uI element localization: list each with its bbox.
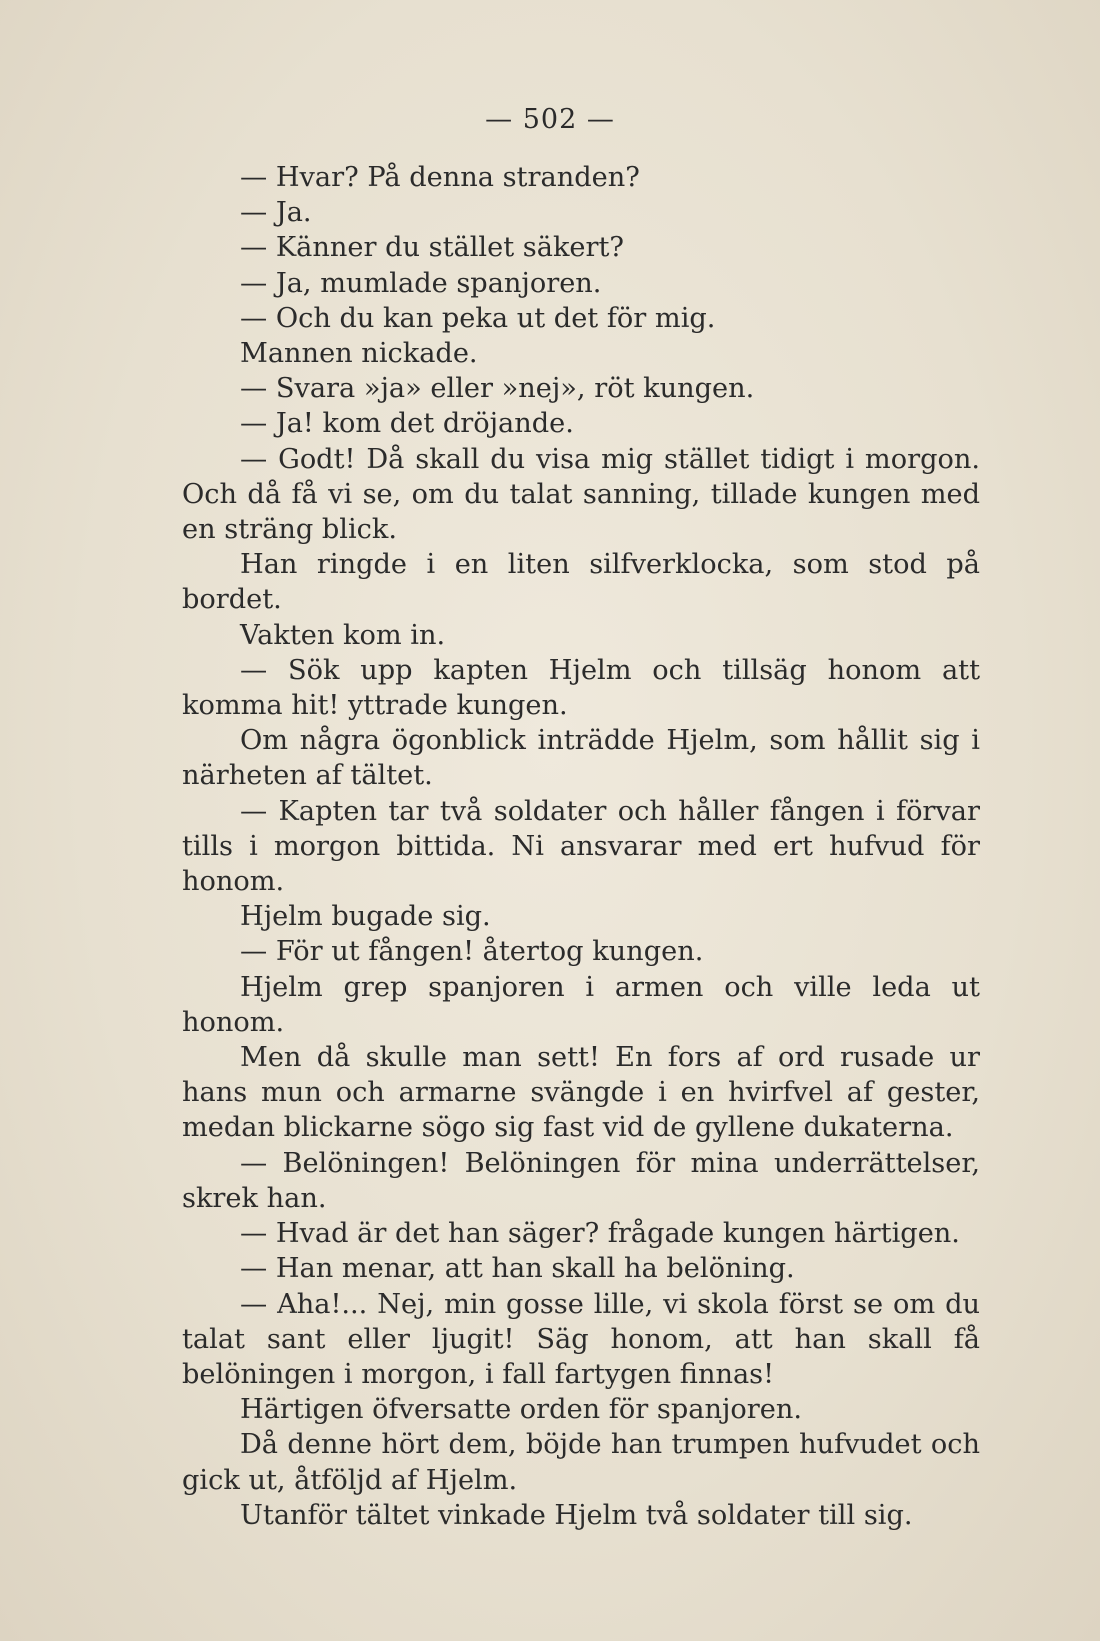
- paragraph: Vakten kom in.: [240, 619, 446, 651]
- paragraph: Hjelm grep spanjoren i armen och ville leda ut honom.: [182, 971, 980, 1038]
- body-text: [182, 160, 980, 1533]
- paragraph: Han ringde i en liten silfverklocka, som stod på bordet.: [182, 549, 980, 616]
- paragraph: — Ja! kom det dröjande.: [240, 408, 574, 440]
- paragraph: — Kapten tar två soldater och håller fången i förvar tills i morgon bittida. Ni ansvarar med ert hufvud för honom.: [182, 795, 980, 898]
- paragraph: Mannen nickade.: [240, 338, 478, 370]
- paragraph: Härtigen öfversatte orden för spanjoren.: [240, 1394, 802, 1426]
- paragraph: — Hvar? På denna stranden?: [240, 162, 640, 193]
- paragraph: — Hvad är det han säger? frågade kungen härtigen.: [240, 1218, 960, 1250]
- paragraph: Då denne hört dem, böjde han trumpen hufvudet och gick ut, åtföljd af Hjelm.: [182, 1429, 980, 1496]
- paragraph: — Han menar, att han skall ha belöning.: [240, 1253, 795, 1285]
- paragraph: Men då skulle man sett! En fors af ord rusade ur hans mun och armarne svängde i en hvirfvel af gester, medan blickarne sögo sig fast vid de gyllene dukaterna.: [182, 1042, 980, 1144]
- paragraph: — Sök upp kapten Hjelm och tillsäg honom att komma hit! yttrade kungen.: [182, 654, 980, 722]
- paragraph: Hjelm bugade sig.: [240, 901, 491, 933]
- paragraph: — Ja.: [240, 197, 312, 229]
- paragraph: — Godt! Då skall du visa mig stället tidigt i morgon. Och då få vi se, om du talat sanning, tillade kungen med en sträng blick.: [182, 443, 980, 546]
- paragraph: — För ut fången! återtog kungen.: [240, 936, 704, 968]
- paragraph: — Känner du stället säkert?: [240, 232, 625, 264]
- paragraph: — Aha!... Nej, min gosse lille, vi skola först se om du talat sant eller ljugit! Säg honom, att han skall få belöningen i morgon, i fall fartygen finnas!: [182, 1288, 980, 1390]
- paragraph: — Svara »ja» eller »nej», röt kungen.: [240, 373, 755, 405]
- paragraph: — Belöningen! Belöningen för mina underrättelser, skrek han.: [182, 1147, 980, 1214]
- paragraph: Utanför tältet vinkade Hjelm två soldater till sig.: [240, 1499, 913, 1531]
- paragraph: — Och du kan peka ut det för mig.: [240, 302, 716, 334]
- paragraph: Om några ögonblick inträdde Hjelm, som hållit sig i närheten af tältet.: [182, 725, 980, 792]
- paragraph: — Ja, mumlade spanjoren.: [240, 267, 602, 299]
- page-number: — 502 —: [485, 104, 615, 135]
